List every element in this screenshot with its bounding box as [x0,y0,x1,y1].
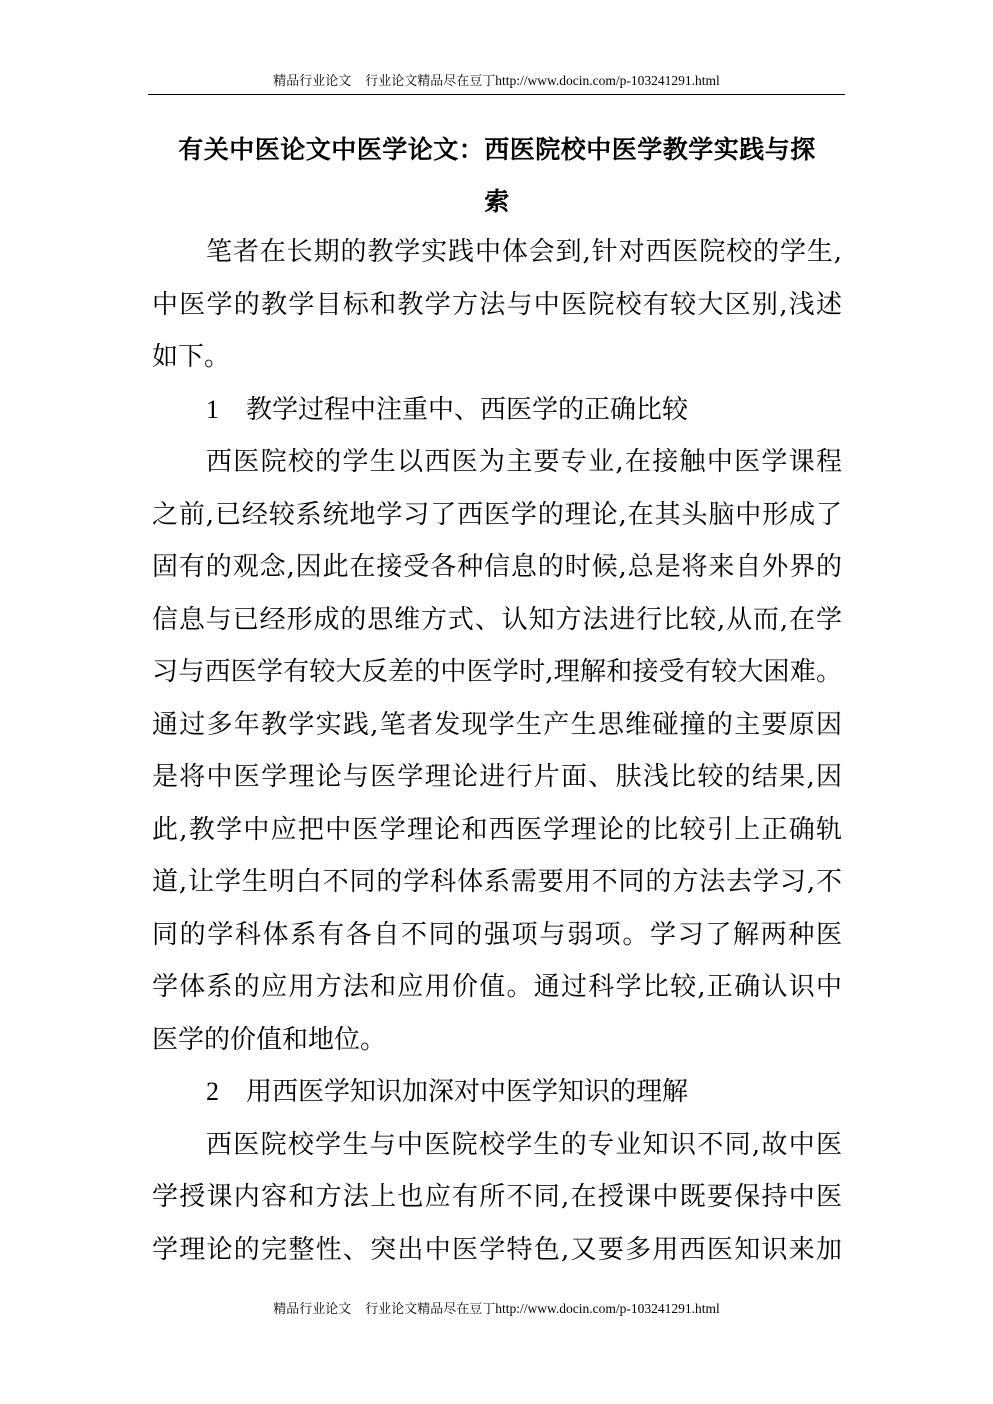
section-1-line: 此,教学中应把中医学理论和西医学理论的比较引上正确轨 [152,814,842,845]
section-1-line: 之前,已经较系统地学习了西医学的理论,在其头脑中形成了 [152,499,842,530]
section-1-line: 信息与已经形成的思维方式、认知方法进行比较,从而,在学 [152,604,842,635]
page-header [148,70,845,95]
document-body [152,226,842,1276]
section-1-line: 西医院校的学生以西医为主要专业,在接触中医学课程 [206,447,842,477]
title-line-1: 有关中医论文中医学论文：西医院校中医学教学实践与探 [178,135,816,164]
header-tagline: 行业论文精品尽在豆丁 [365,74,496,89]
document-title [152,124,842,228]
section-2-line: 西医院校学生与中医院校学生的专业知识不同,故中医 [206,1129,842,1160]
header-url-link[interactable]: http://www.docin.com/p-103241291.html [495,73,720,88]
intro-line: 如下。 [152,342,231,372]
section-2-number: 2 [206,1077,219,1106]
section-1-line: 习与西医学有较大反差的中医学时,理解和接受有较大困难。 [152,657,842,687]
header-site-label: 精品行业论文 [273,74,352,89]
section-1-line: 医学的价值和地位。 [152,1024,387,1055]
section-1-heading [152,384,842,437]
section-2-line: 学授课内容和方法上也应有所不同,在授课中既要保持中医 [152,1182,842,1212]
footer-url-link[interactable]: http://www.docin.com/p-103241291.html [495,1301,720,1316]
footer-site-label: 精品行业论文 [273,1302,352,1317]
section-1-line: 同的学科体系有各自不同的强项与弱项。学习了解两种医 [152,919,842,950]
section-2-heading [152,1066,842,1119]
section-1-number: 1 [206,394,219,424]
title-line-2: 索 [484,187,510,216]
section-1-line: 通过多年教学实践,笔者发现学生产生思维碰撞的主要原因 [152,709,842,740]
intro-line: 中医学的教学目标和教学方法与中医院校有较大区别,浅述 [152,289,842,320]
page-footer [148,1298,845,1320]
section-1-line: 学体系的应用方法和应用价值。通过科学比较,正确认识中 [152,972,842,1002]
section-1-line: 固有的观念,因此在接受各种信息的时候,总是将来自外界的 [152,552,842,582]
section-2-line: 学理论的完整性、突出中医学特色,又要多用西医知识来加 [152,1234,842,1265]
section-1-line: 是将中医学理论与医学理论进行片面、肤浅比较的结果,因 [152,762,842,792]
section-2-heading-text: 用西医学知识加深对中医学知识的理解 [246,1077,689,1107]
footer-tagline: 行业论文精品尽在豆丁 [365,1302,496,1317]
section-1-line: 道,让学生明白不同的学科体系需要用不同的方法去学习,不 [152,867,842,897]
intro-line: 笔者在长期的教学实践中体会到,针对西医院校的学生, [206,237,842,267]
section-1-heading-text: 教学过程中注重中、西医学的正确比较 [246,394,689,425]
